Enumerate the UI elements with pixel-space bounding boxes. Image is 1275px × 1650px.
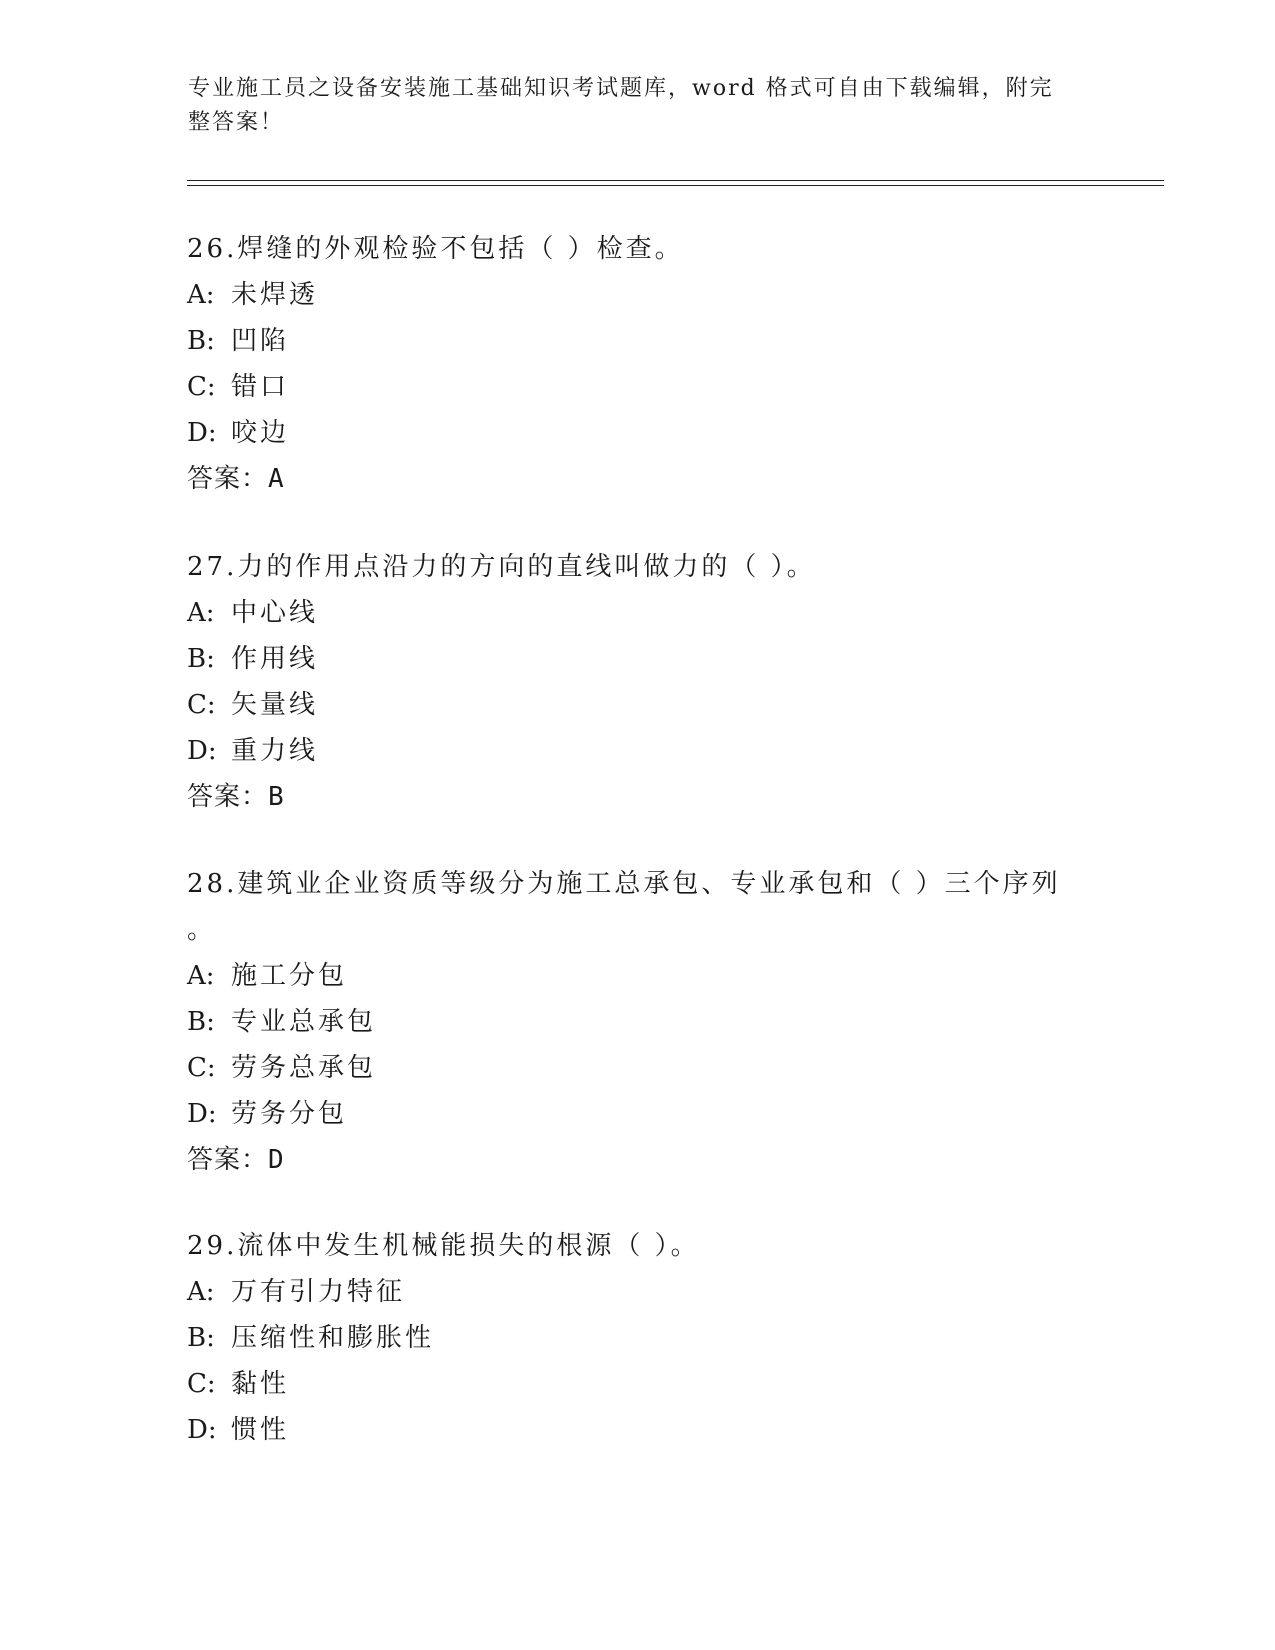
option-text: 专业总承包 bbox=[231, 1007, 377, 1037]
option-letter: A: bbox=[187, 1277, 215, 1307]
option-text: 咬边 bbox=[231, 418, 290, 448]
option-b bbox=[187, 318, 1087, 364]
option-c bbox=[187, 1045, 1087, 1091]
document-header bbox=[188, 72, 1068, 140]
option-a bbox=[187, 953, 1087, 999]
option-letter: B: bbox=[187, 644, 215, 674]
option-letter: D: bbox=[187, 736, 217, 766]
question-stem-continuation: 。 bbox=[187, 915, 217, 945]
option-text: 压缩性和膨胀性 bbox=[231, 1323, 435, 1353]
option-a bbox=[187, 590, 1087, 636]
option-text: 错口 bbox=[231, 372, 290, 402]
question-stem: 29.流体中发生机械能损失的根源（ ）。 bbox=[187, 1231, 700, 1261]
option-c bbox=[187, 364, 1087, 410]
answer-line bbox=[187, 1137, 1087, 1183]
option-letter: B: bbox=[187, 1007, 215, 1037]
option-text: 矢量线 bbox=[231, 690, 319, 720]
header-divider-top bbox=[187, 180, 1164, 181]
option-d bbox=[187, 728, 1087, 774]
question-29 bbox=[187, 1223, 1087, 1453]
option-c bbox=[187, 682, 1087, 728]
option-text: 重力线 bbox=[231, 736, 319, 766]
option-text: 作用线 bbox=[231, 644, 319, 674]
option-d bbox=[187, 410, 1087, 456]
option-text: 施工分包 bbox=[231, 961, 348, 991]
option-letter: B: bbox=[187, 326, 215, 356]
answer-value: A bbox=[268, 464, 285, 494]
option-d bbox=[187, 1407, 1087, 1453]
option-text: 未焊透 bbox=[231, 280, 319, 310]
option-letter: C: bbox=[187, 372, 216, 402]
answer-value: B bbox=[268, 782, 285, 812]
option-letter: B: bbox=[187, 1323, 215, 1353]
header-line-1: 专业施工员之设备安装施工基础知识考试题库，word 格式可自由下载编辑，附完 bbox=[188, 76, 1054, 101]
option-text: 惯性 bbox=[231, 1415, 290, 1445]
option-d bbox=[187, 1091, 1087, 1137]
question-stem: 26.焊缝的外观检验不包括（ ）检查。 bbox=[187, 234, 684, 264]
question-26 bbox=[187, 226, 1087, 502]
question-28 bbox=[187, 861, 1087, 1183]
option-b bbox=[187, 1315, 1087, 1361]
question-stem: 28.建筑业企业资质等级分为施工总承包、专业承包和（ ）三个序列 bbox=[187, 869, 1061, 899]
option-text: 中心线 bbox=[231, 598, 319, 628]
option-b bbox=[187, 636, 1087, 682]
option-letter: D: bbox=[187, 1415, 217, 1445]
option-text: 劳务总承包 bbox=[231, 1053, 377, 1083]
option-letter: A: bbox=[187, 598, 215, 628]
header-line-2: 整答案！ bbox=[188, 110, 285, 135]
option-a bbox=[187, 1269, 1087, 1315]
question-27 bbox=[187, 544, 1087, 820]
answer-value: D bbox=[268, 1145, 285, 1175]
question-stem: 27.力的作用点沿力的方向的直线叫做力的（ ）。 bbox=[187, 552, 816, 582]
answer-label: 答案： bbox=[187, 464, 269, 494]
option-letter: D: bbox=[187, 1099, 217, 1129]
answer-label: 答案： bbox=[187, 1145, 269, 1175]
option-letter: C: bbox=[187, 1369, 216, 1399]
option-text: 劳务分包 bbox=[231, 1099, 348, 1129]
option-a bbox=[187, 272, 1087, 318]
option-letter: D: bbox=[187, 418, 217, 448]
option-b bbox=[187, 999, 1087, 1045]
option-text: 凹陷 bbox=[231, 326, 290, 356]
option-letter: C: bbox=[187, 1053, 216, 1083]
answer-line bbox=[187, 456, 1087, 502]
option-letter: A: bbox=[187, 280, 215, 310]
option-letter: C: bbox=[187, 690, 216, 720]
answer-line bbox=[187, 774, 1087, 820]
option-text: 黏性 bbox=[231, 1369, 290, 1399]
option-text: 万有引力特征 bbox=[231, 1277, 406, 1307]
answer-label: 答案： bbox=[187, 782, 269, 812]
option-letter: A: bbox=[187, 961, 215, 991]
header-divider-bottom bbox=[187, 185, 1164, 186]
option-c bbox=[187, 1361, 1087, 1407]
